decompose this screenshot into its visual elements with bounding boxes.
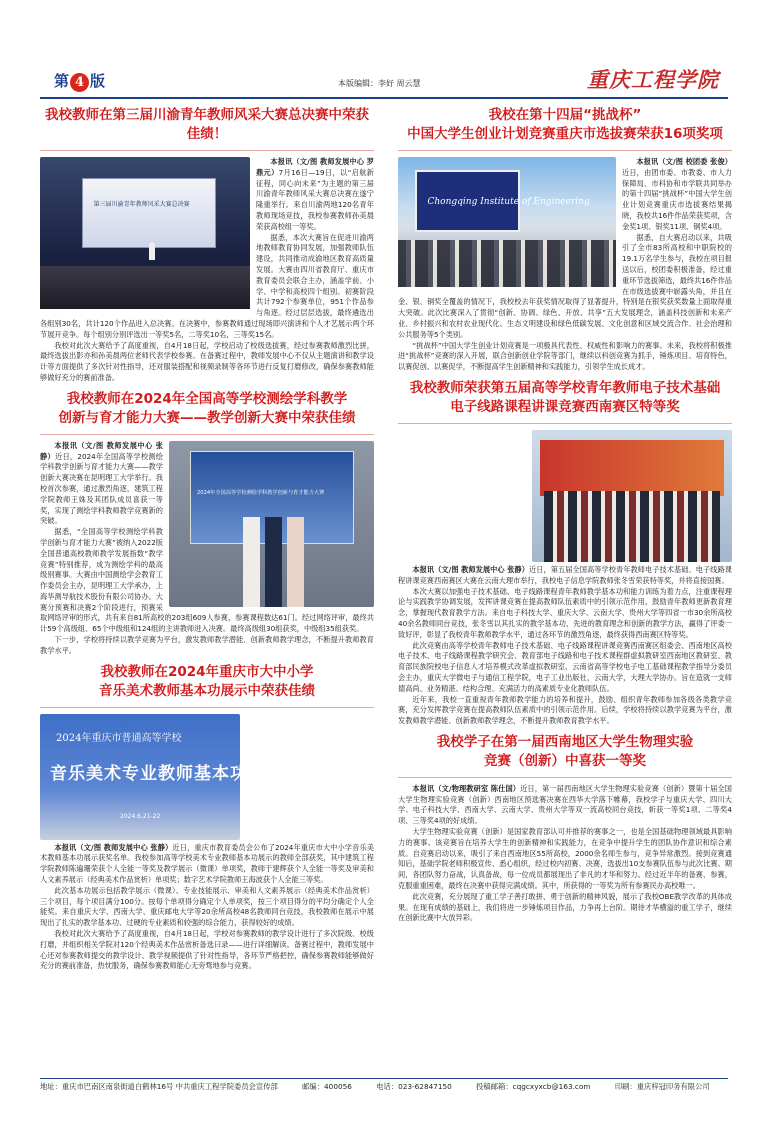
article-title [398, 379, 732, 417]
page-header [40, 62, 725, 102]
byline: 本报讯（文/图 教师发展中心 张静） [54, 842, 173, 852]
footer-divider [40, 1078, 728, 1079]
award-ceremony-photo [532, 430, 732, 562]
article-body [398, 784, 732, 924]
paragraph: 近年来，我校一直重视青年教师教学能力的培养和提升，鼓励、组织青年教师参加各级各类教学竞赛，充分发挥教学竞赛在提高教师队伍素质中的引领示范作用。后续，学校将持续以教学竞赛为平台，激发教师教学潜能、创新教师教学理念，不断提升教师教育教学水平。 [398, 694, 732, 726]
header-divider [40, 97, 728, 99]
footer-address: 地址：重庆市巴南区南泉街道白鹤林16号 中共重庆工程学院委员会宣传部 [40, 1082, 278, 1091]
article-surveying-contest [40, 390, 374, 657]
page-number [54, 70, 105, 92]
paragraph: 本次大赛以加强电子技术基础、电子线路课程青年教师教学基本功和能力训练为着力点，注重课程理论与实践教学协调发展，发挥讲课竞赛在提高教师队伍素质中的引领示范作用，鼓励青年教师更新教育理念，掌握现代教育教学方法。来自电子科技大学、重庆大学、云南大学、贵州大学等四省一市30余所高校40余名教师同台竞技，张冬雪以其扎实的教学基本功、先进的教育理念和创新的教学方法，赢得了评委一致好评，彰显了我校青年教师教学水平，通过各环节的激烈角逐，最终获得西南赛区特等奖。 [398, 586, 732, 639]
title-line-1: 我校教师荣获第五届高等学校青年教师电子技术基础 [409, 379, 721, 396]
byline: 本报讯（文/图 教师发展中心 张静） [412, 564, 529, 574]
title-divider [40, 707, 374, 708]
editors-line: 本版编辑：李好 周云慧 [338, 79, 421, 88]
showcase-banner-photo [40, 714, 284, 840]
byline: 本报讯（文/图 教师发展中心 张静） [40, 440, 163, 461]
photo-caption: 2024年全国高等学校测绘学科教学创新与育才能力大赛 [196, 490, 325, 497]
page-prefix: 第 [54, 72, 70, 90]
banner-line-1: 2024年重庆市普通高等学校 [56, 732, 182, 744]
ceremony-banner [540, 440, 724, 495]
left-column [40, 106, 374, 972]
article-challenge-cup [398, 106, 732, 373]
title-line-2: 创新与育才能力大赛——教学创新大赛中荣获佳绩 [58, 409, 356, 426]
article-title [398, 733, 732, 771]
photo-caption: 第三届川渝青年教师风采大赛总决赛 [93, 200, 190, 208]
banner-date: 2024.6.21-22 [120, 812, 161, 820]
article-youth-teacher-contest [40, 106, 374, 384]
students-group [398, 240, 616, 287]
paragraph: 据悉，本次大赛旨在促进川渝两地教师教育协同发展，加强教师队伍建设，共同推动成渝地区教育高质量发展。大赛由四川省教育厅、重庆市教育委员会联合主办，涵盖学前、小学、中学和高校四个组别。初赛阶段共计792个参赛单位，951个作品参与角逐。经过层层选拔，最终遴选出各组别30名，共计120个作品进入总决赛。在决赛中，参赛教师通过现场即兴演讲和个人才艺展示两个环节展开竞争。每个组别分别评选出一等奖5名，二等奖10名，三等奖15名。 [40, 232, 374, 339]
byline: 本报讯（文/图 教师发展中心 罗鼎元） [256, 157, 374, 177]
title-line-2: 竞赛（创新）中喜获一等奖 [484, 752, 646, 769]
article-body [398, 430, 732, 727]
award-stage-photo [169, 441, 374, 607]
paragraph: 大学生物理实验竞赛（创新）是国家教育部认可并推荐的赛事之一，也是全国基础物理领域最具影响力的赛事。该竞赛旨在培养大学生的创新精神和实践能力，在竞争中提升学生的团队协作意识和综合素质。自竞赛启动以来，吸引了来自西南地区55所高校，2000余名师生参与，竞争异常激烈。接到竞赛通知后，基础学院老师积极宣传、悉心组织，经过校内初赛、决赛，选拔出10支参赛队伍参与此次比赛。期间，各团队努力奋战，认真备战，每一位成员都展现出了非凡的才华和努力。经过近半年的备赛、参赛，克服重重困难，最终在决赛中获得完满成绩。其中，所获得的一等奖为所有参赛民办高校唯一。 [398, 827, 732, 891]
title-divider [398, 423, 732, 424]
title-line-1: 我校学子在第一届西南地区大学生物理实验 [436, 733, 694, 750]
article-body [40, 714, 374, 973]
byline: 本报讯（文/图 校团委 张俊） [636, 157, 732, 166]
right-column [398, 106, 732, 924]
title-line-2: 中国大学生创业计划竞赛重庆市选拔赛荣获16项奖项 [407, 126, 723, 142]
article-title [398, 106, 732, 144]
page-number-badge: 4 [70, 73, 89, 92]
title-divider [398, 777, 732, 778]
article-title [40, 390, 374, 428]
page-footer [40, 1082, 728, 1092]
team-group-photo [398, 157, 616, 287]
photo-caption: Chongqing Institute of Engineering [427, 196, 590, 207]
paragraph: 此次竞赛由高等学校青年教师电子技术基础、电子线路课程讲课竞赛西南赛区组委会、西南地区高校电子技术、电子线路课程教学研究会、教育部电子线路和电子技术课程群虚拟教研室西南地区教研室、教育部民族院校电子信息人才培养模式改革虚拟教研室、云南省高等学校电子电工基础课程教学指导分委员会主办，重庆大学微电子与通信工程学院，电子工业出版社，云南大学，大理大学协办。旨在造就一支师德高尚、业务精湛、结构合理、充满活力的高素质专业化教师队伍。 [398, 640, 732, 693]
title-line-2: 音乐美术教师基本功展示中荣获佳绩 [99, 682, 315, 699]
paragraph: 此次竞赛，充分展现了重工学子善打敢拼、勇于创新的精神风貌，展示了我校OBE教学改革的具体成果。在现有成绩的基础上，我们将进一步锤炼项目作品，力争再上台阶。期待才华横溢的重工学子，继续在创新比赛中大放异彩。 [398, 891, 732, 923]
paragraph: 据悉，“全国高等学校测绘学科教学创新与育才能力大赛”被纳入2022版全国普通高校教师教学发展指数“教学竞赛”特别推荐，成为测绘学科的最高级别赛事。大赛由中国测绘学会教育工作委员会主办，昆明理工大学承办，上海华测导航技术股份有限公司协办。大赛分预赛和决赛2个阶段进行，预赛采取网络评审的形式，共有来自81所高校的203组609人参赛，参赛课程数达61门。经过网络评审，最终共计59个高级组、65个中级组和124组的主讲教师进入决赛。最终高级组30组获奖，中级组35组获奖。 [40, 527, 374, 634]
title-line-2: 电子线路课程讲课竞赛西南赛区特等奖 [450, 398, 680, 415]
paragraph: 近日，重庆市教育委员会公布了2024年重庆市大中小学音乐美术教师基本功展示获奖名单。我校参加高等学校美术专业教师基本功展示的教师全部获奖，其中建筑工程学院教师陈遍珊荣获个人全能一等奖及教学展示（微课）单项奖，教师于建辉获个人全能一等奖及审美和人文素养展示（经典美术作品赏析）单项奖；数字艺术学院教师王海波获个人全能三等奖。 [40, 842, 374, 885]
title-line-1: 我校教师在2024年重庆市大中小学 [100, 663, 314, 680]
title-divider [40, 150, 374, 151]
byline: 本报讯（文/物理教研室 陈仕国） [412, 783, 521, 793]
article-physics-experiment-contest [398, 733, 732, 924]
winners-row [544, 491, 720, 562]
title-line-1: 我校在第十四届“挑战杯” [488, 107, 642, 123]
paragraph: 我校对此次大赛给予了高度重视，自4月18日起，学校对参赛教师的教学设计进行了多次院级、校级打磨，并组织相关学院对120个经典美术作品赏析备选曰录——进行详细解读。备赛过程中，教师发展中心还对参赛教师提交的教学设计、教学视频提供了针对性指导，各环节严格把控，确保参赛教师能够做好充分的赛前准备，热忱服务，确保参赛教师能心无旁骛地参与竞赛。 [40, 929, 374, 971]
title-divider [40, 434, 374, 435]
article-title: 我校教师在第三届川渝青年教师风采大赛总决赛中荣获佳绩！ [45, 107, 369, 142]
article-electronics-lecture-contest [398, 379, 732, 727]
footer-postcode: 邮编：400056 [302, 1082, 352, 1091]
article-body [40, 441, 374, 657]
speaker-figure [149, 242, 155, 260]
paragraph: 7月16日—19日，以“启航新征程，同心向未来”为主题的第三届川渝青年教师风采大赛总决赛在遂宁隆重举行。来自川渝两地120名青年教师现场竞技，我校参赛教师孙美晨荣获高校组一等奖。 [256, 167, 374, 231]
paragraph: “挑战杯”中国大学生创业计划竞赛是一项极具代表性、权威性和影响力的赛事。未来，我校将积极推进“挑战杯”竞赛的深入开展，联合创新创业学院等部门，继续以科创竞赛为抓手，锤炼项目、培育特色，以赛促创、以赛促学，不断提高学生创新精神和实践能力，引领学生成长成才。 [398, 340, 732, 372]
article-body [40, 157, 374, 384]
title-divider [398, 150, 732, 151]
stage-screen [82, 178, 216, 248]
stage-photo [40, 157, 250, 309]
footer-printer: 印刷：重庆梓冠印务有限公司 [614, 1082, 710, 1091]
article-title [40, 663, 374, 701]
paragraph: 近日，2024年全国高等学校测绘学科教学创新与育才能力大赛——教学创新大赛决赛在昆明理工大学举行。我校首次参赛，通过激烈角逐，建筑工程学院教师王姝及其团队成员喜获一等奖，实现了测绘学科教师教学竞赛新的突破。 [40, 451, 163, 526]
masthead-logo: 重庆工程学院 [587, 67, 719, 92]
article-body [398, 157, 732, 373]
school-board [415, 170, 590, 232]
paragraph: 我校对此次大赛给予了高度重视，自4月18日起，学校启动了校级选拔赛，经过参赛教师激烈比拼，最终选拔出影亦和孙美晨两位老师代表学校参赛。在备赛过程中，教师发展中心不仅从主题演讲和教学设计等方面提供了多次针对性指导，还对服装搭配和视频录制等各环节进行反复打磨修改，确保参赛教师能够做好充分的赛前准备。 [40, 340, 374, 382]
paragraph: 近日，第一届西南地区大学生物理实验竞赛（创新）暨第十届全国大学生物理实验竞赛（创新）西南地区预选赛决赛在西华大学落下帷幕，我校学子与重庆大学、四川大学、电子科技大学、西南大学、云南大学、贵州大学等双一流高校同台竞技，斩获一等奖1项、二等奖4项、三等奖4项的好成绩。 [398, 783, 732, 826]
article-music-art-showcase [40, 663, 374, 973]
paragraph: 近日，由团市委、市教委、市人力保障局、市科协和市学联共同举办的第十四届“挑战杯”中国大学生创业计划竞赛重庆市选拔赛结果揭晓，我校共16件作品荣获奖项，含金奖1项、银奖11项、铜奖4项。 [622, 167, 732, 231]
title-line-1: 我校教师在2024年全国高等学校测绘学科教学 [66, 390, 348, 407]
paragraph: 据悉，自大赛启动以来，共吸引了全市83所高校和中职院校的19.1万名学生参与，我校在项目报送以后，校团委积极准备，经过重重环节选拔筛选，最终共16件作品在市级选拔赛中崭露头角，并且在金、银、铜奖全覆盖的情况下，我校校去年获奖情况取得了显著提升，特别是在银奖获奖数量上面取得重大突破。此次比赛深入了贯彻“创新、协调、绿色、开放、共享”五大发展理念，涵盖科技创新和未来产业、乡村振兴和农村农业现代化、生态文明建设和绿色低碳发展、文化创意和区域交流合作、社会治理和公共服务等5个类别。 [398, 232, 732, 339]
paragraph: 此次基本功展示包括教学展示（微课）、专业技能展示、审美和人文素养展示（经典美术作品赏析）三个项目，每个项目满分100分。按每个单项得分确定个人单项奖，按三个项目得分的平均分确定个人全能奖。来自重庆大学、西南大学、重庆邮电大学等20余所高校48名教师同台竞技，我校教师在展示中展现出了扎实的教学基本功、过硬的专业素质和较强的综合能力，获得较好的成绩。 [40, 885, 374, 928]
stage-floor [40, 266, 250, 309]
page-suffix: 版 [90, 72, 106, 90]
paragraph: 近日，第五届全国高等学校青年教师电子技术基础、电子线路课程讲课竞赛西南赛区大赛在云南大理市举行，我校电子信息学院教师张冬雪荣获特等奖，并将直接国赛。 [398, 564, 732, 585]
banner-line-2: 音乐美术专业教师基本功展示 [50, 764, 284, 785]
footer-email: 投稿邮箱：cqgcxyxcb@163.com [476, 1082, 591, 1091]
winners-figures [243, 517, 305, 607]
footer-phone: 电话：023-62847150 [376, 1082, 452, 1091]
paragraph: 下一步，学校将持续以教学竞赛为平台，激发教师教学潜能、创新教师教学理念，不断提升教师教育教学水平。 [40, 635, 374, 655]
